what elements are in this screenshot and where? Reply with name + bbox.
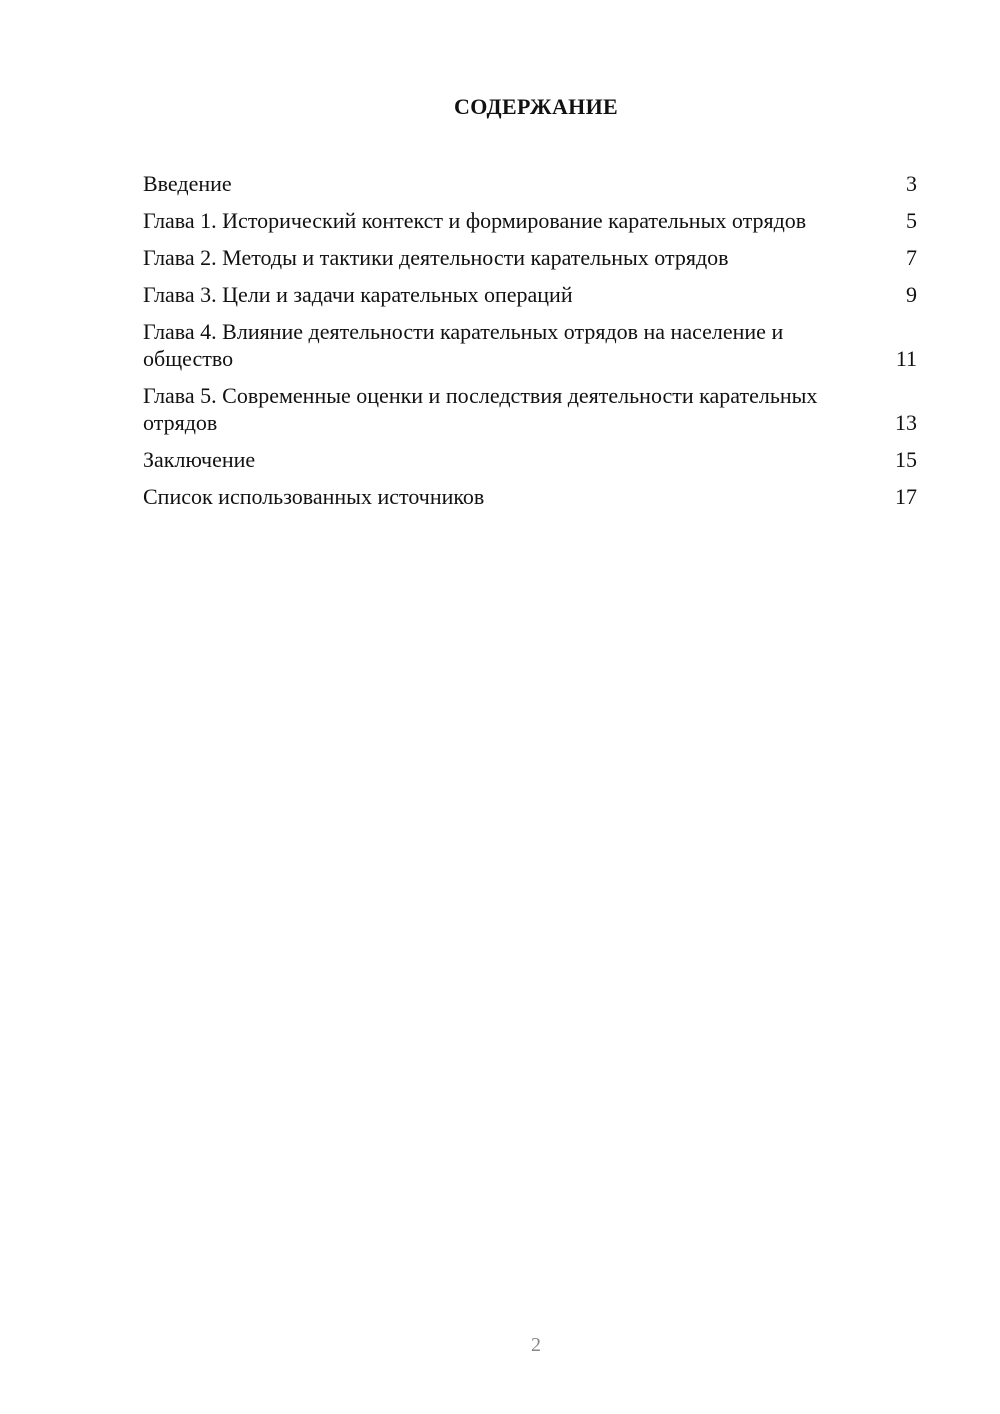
toc-entry-title: Глава 4. Влияние деятельности карательных отрядов на население и общество bbox=[143, 319, 784, 371]
toc-entry-conclusion[interactable] bbox=[143, 446, 920, 473]
toc-entry-title: Глава 1. Исторический контекст и формирование карательных отрядов bbox=[143, 208, 807, 233]
toc-entry-page: 3 bbox=[906, 171, 917, 196]
toc-entry-chapter-5[interactable] bbox=[143, 382, 920, 436]
table-of-contents bbox=[143, 170, 920, 520]
toc-entry-title: Заключение bbox=[143, 447, 256, 472]
page-title: СОДЕРЖАНИЕ bbox=[454, 94, 618, 119]
toc-entry-page: 9 bbox=[906, 282, 917, 307]
toc-entry-chapter-4[interactable] bbox=[143, 318, 920, 372]
toc-entry-page: 13 bbox=[895, 410, 917, 435]
toc-entry-page: 11 bbox=[895, 346, 917, 371]
toc-entry-page: 7 bbox=[906, 245, 917, 270]
toc-entry-introduction[interactable] bbox=[143, 170, 920, 197]
toc-entry-references[interactable] bbox=[143, 483, 920, 510]
toc-entry-title: Введение bbox=[143, 171, 232, 196]
toc-entry-title: Глава 5. Современные оценки и последствия деятельности карательных отрядов bbox=[143, 383, 818, 435]
page-number: 2 bbox=[531, 1334, 541, 1356]
toc-entry-chapter-2[interactable] bbox=[143, 244, 920, 271]
toc-entry-chapter-1[interactable] bbox=[143, 207, 920, 234]
toc-entry-title: Список использованных источников bbox=[143, 484, 485, 509]
toc-entry-title: Глава 3. Цели и задачи карательных операций bbox=[143, 282, 573, 307]
toc-entry-chapter-3[interactable] bbox=[143, 281, 920, 308]
toc-entry-page: 17 bbox=[895, 484, 917, 509]
toc-entry-page: 15 bbox=[895, 447, 917, 472]
toc-entry-page: 5 bbox=[906, 208, 917, 233]
toc-entry-title: Глава 2. Методы и тактики деятельности карательных отрядов bbox=[143, 245, 729, 270]
